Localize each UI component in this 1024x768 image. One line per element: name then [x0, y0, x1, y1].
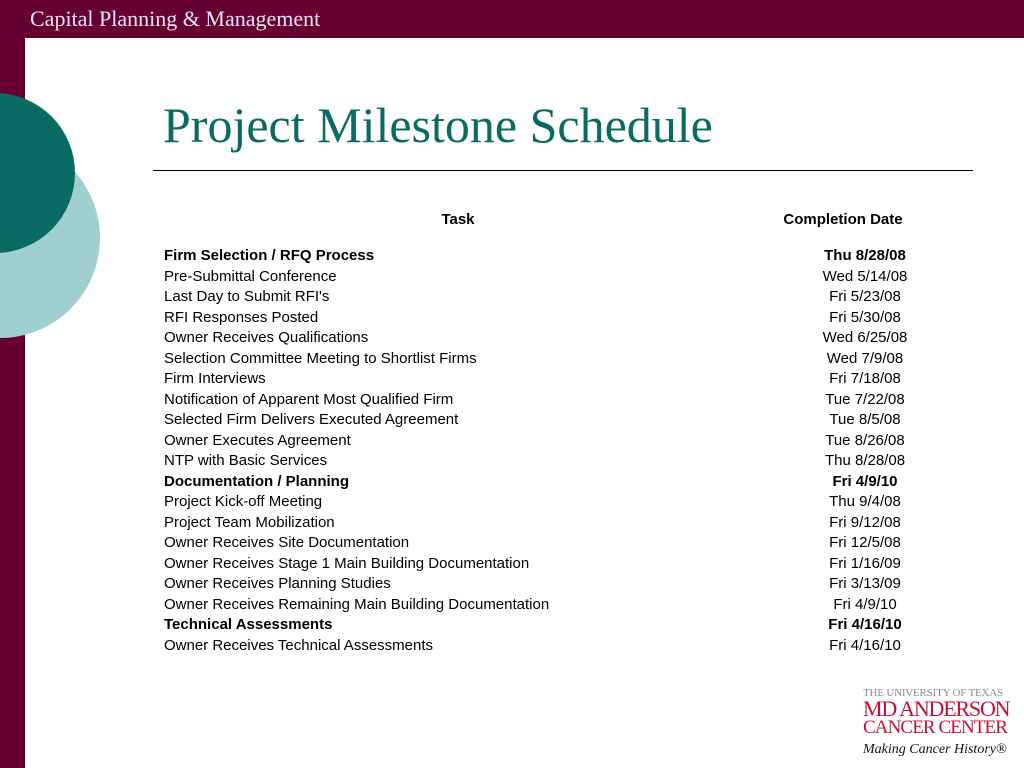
table-row [164, 287, 934, 308]
completion-date-cell: Tue 7/22/08 [825, 390, 905, 408]
table-section-row [164, 472, 934, 493]
task-cell: NTP with Basic Services [164, 452, 328, 469]
table-row [164, 451, 934, 472]
completion-date-cell: Fri 12/5/08 [829, 534, 901, 551]
completion-date-cell: Wed 6/25/08 [822, 329, 908, 346]
task-cell: Project Team Mobilization [164, 513, 335, 531]
task-cell: Project Kick-off Meeting [164, 493, 323, 510]
table-row [164, 595, 934, 616]
task-cell: Notification of Apparent Most Qualified Firm [164, 390, 454, 408]
task-cell: Selected Firm Delivers Executed Agreement [164, 411, 459, 428]
task-cell: Documentation / Planning [164, 472, 350, 490]
table-row [164, 369, 934, 390]
table-row [164, 349, 934, 370]
task-cell: Owner Executes Agreement [164, 431, 351, 449]
completion-date-cell: Fri 5/23/08 [829, 288, 901, 305]
completion-date-cell: Tue 8/26/08 [825, 431, 905, 449]
table-row [164, 574, 934, 595]
task-cell: Owner Receives Remaining Main Building Documentation [164, 595, 550, 613]
completion-date-cell: Fri 9/12/08 [829, 513, 901, 531]
banner-title: Capital Planning & Management [30, 6, 321, 31]
task-cell: Firm Interviews [164, 370, 266, 387]
completion-date-cell: Fri 5/30/08 [829, 308, 901, 326]
table-row [164, 410, 934, 431]
task-cell: Owner Receives Site Documentation [164, 534, 410, 551]
table-row [164, 533, 934, 554]
task-cell: Selection Committee Meeting to Shortlist Firms [164, 349, 477, 367]
completion-date-cell: Tue 8/5/08 [829, 411, 901, 428]
table-header-row [164, 211, 934, 231]
completion-date-cell: Thu 8/28/08 [824, 247, 906, 264]
task-cell: Technical Assessments [164, 616, 333, 633]
completion-date-cell: Fri 4/16/10 [828, 616, 902, 633]
table-row [164, 492, 934, 513]
completion-date-cell: Thu 8/28/08 [824, 452, 906, 469]
table-row [164, 636, 934, 657]
table-body [164, 246, 934, 656]
column-header-completion-date: Completion Date [783, 211, 903, 228]
task-cell: Owner Receives Qualifications [164, 329, 369, 346]
table-row [164, 308, 934, 329]
table-row [164, 513, 934, 534]
task-cell: Owner Receives Planning Studies [164, 575, 391, 592]
completion-date-cell: Wed 7/9/08 [826, 349, 904, 367]
completion-date-cell: Fri 7/18/08 [829, 370, 901, 387]
table-row [164, 328, 934, 349]
completion-date-cell: Thu 9/4/08 [829, 493, 901, 510]
completion-date-cell: Fri 4/9/10 [833, 595, 897, 613]
completion-date-cell: Fri 4/16/10 [829, 636, 901, 654]
page-title: Project Milestone Schedule [163, 97, 713, 153]
decorative-circles [0, 38, 110, 418]
table-section-row [164, 615, 934, 636]
milestone-schedule-table [164, 211, 934, 656]
table-row [164, 431, 934, 452]
column-header-task: Task [441, 211, 475, 228]
task-cell: Last Day to Submit RFI's [164, 288, 330, 305]
logo-tagline: Making Cancer History® [863, 742, 1007, 757]
task-cell: Owner Receives Stage 1 Main Building Documentation [164, 554, 530, 572]
table-row [164, 267, 934, 288]
task-cell: RFI Responses Posted [164, 308, 319, 326]
task-cell: Firm Selection / RFQ Process [164, 247, 375, 264]
completion-date-cell: Fri 3/13/09 [829, 575, 901, 592]
task-cell: Pre-Submittal Conference [164, 267, 337, 285]
logo-university-line: THE UNIVERSITY OF TEXAS [863, 687, 1003, 699]
logo-cancer-center-line: CANCER CENTER [863, 717, 1008, 738]
completion-date-cell: Fri 1/16/09 [829, 554, 901, 572]
completion-date-cell: Wed 5/14/08 [822, 267, 908, 285]
completion-date-cell: Fri 4/9/10 [832, 472, 898, 490]
md-anderson-logo [863, 687, 1015, 759]
logo-md-anderson-line: MD ANDERSON [863, 696, 1010, 721]
task-cell: Owner Receives Technical Assessments [164, 636, 434, 654]
table-section-row [164, 246, 934, 267]
table-row [164, 390, 934, 411]
title-divider [153, 170, 973, 171]
table-row [164, 554, 934, 575]
